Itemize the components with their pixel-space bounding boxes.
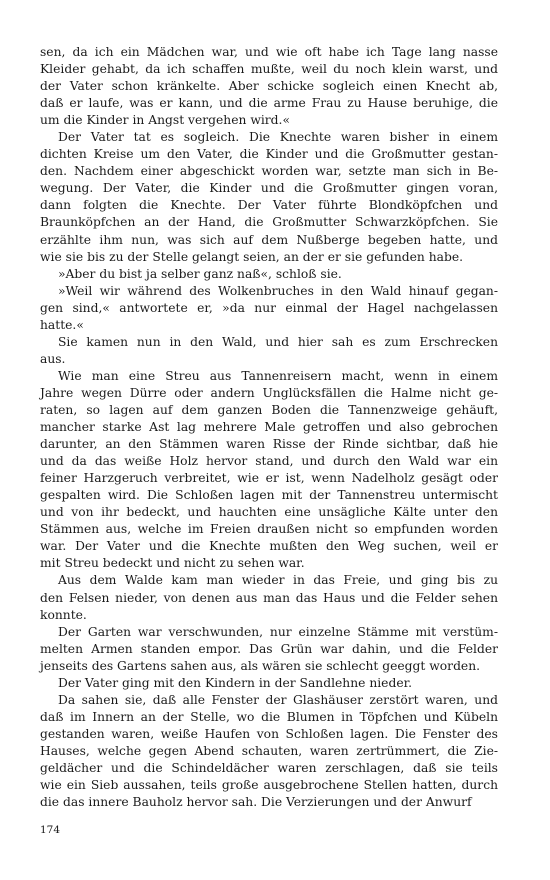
paragraph [40,572,498,623]
text-line: mit Streu bedeckt und nicht zu sehen war. [40,556,305,571]
text-line: Da sahen sie, daß alle Fenster der Glashäuser zerstört waren, und [58,692,498,707]
text-line: um die Kinder in Angst vergehen wird.« [40,113,290,128]
text-line: Braunköpfchen an der Hand, die Großmutter Schwarzköpfchen. Sie [40,215,498,230]
text-line: Der Vater tat es sogleich. Die Knechte waren bisher in einem [58,130,498,145]
paragraph [40,692,498,811]
text-line: daß im Innern an der Stelle, wo die Blumen in Töpfchen und Kübeln [40,709,498,724]
text-line: melten Armen standen empor. Das Grün war dahin, und die Felder [40,641,498,656]
text-line: dichten Kreise um den Vater, die Kinder und die Großmutter gestan- [40,147,498,162]
text-line: gen sind,« antwortete er, »da nur einmal der Hagel nachgelassen [40,300,498,315]
text-line: Wie man eine Streu aus Tannenreisern macht, wenn in einem [58,368,498,383]
text-line: und von ihr bedeckt, und hauchten eine unsägliche Kälte unter den [40,505,498,520]
text-line: darunter, an den Stämmen waren Risse der Rinde sichtbar, daß hie [40,437,498,452]
text-line: Sie kamen nun in den Wald, und hier sah es zum Erschrecken [58,334,498,349]
body-text [40,44,498,811]
text-line: sen, da ich ein Mädchen war, und wie oft habe ich Tage lang nasse [40,45,498,59]
text-line: hatte.« [40,317,84,332]
text-line: wegung. Der Vater, die Kinder und die Großmutter gingen voran, [40,181,498,196]
text-line: wie sie bis zu der Stelle gelangt seien, an der er sie gefunden habe. [40,249,464,264]
paragraph [40,334,498,368]
text-line: Aus dem Walde kam man wieder in das Freie, und ging bis zu [58,573,498,588]
text-line: war. Der Vater und die Knechte mußten den Weg suchen, weil er [40,539,498,554]
paragraph [40,129,498,265]
text-line: und da das weiße Holz hervor stand, und durch den Wald war ein [40,454,498,469]
text-line: wie ein Sieb aussahen, teils große ausgebrochene Stellen hatten, durch [40,778,498,793]
text-line: Der Garten war verschwunden, nur einzelne Stämme mit verstüm- [58,624,498,639]
text-line: die das innere Bauholz hervor sah. Die Verzierungen und der Anwurf [40,795,472,810]
text-line: geldächer und die Schindeldächer waren zerschlagen, daß sie teils [40,760,498,775]
text-line: feiner Harzgeruch verbreitet, wie er ist, wenn Nadelholz gesägt oder [40,471,498,486]
text-line: jenseits des Gartens sahen aus, als wären sie schlecht geeggt worden. [40,658,481,673]
text-line: Hauses, welche gegen Abend schauten, waren zertrümmert, die Zie- [40,743,498,758]
paragraph [40,624,498,675]
text-line: Stämmen aus, welche im Freien draußen nicht so empfunden worden [40,522,498,537]
text-line: »Aber du bist ja selber ganz naß«, schloß sie. [58,266,342,281]
text-line: gespalten wird. Die Schloßen lagen mit der Tannenstreu untermischt [40,488,498,503]
text-line: raten, so lagen auf dem ganzen Boden die Tannenzweige gehäuft, [40,402,498,417]
text-line: aus. [40,351,66,366]
paragraph [40,44,498,129]
paragraph [40,266,498,283]
text-line: daß er laufe, was er kann, und die arme Frau zu Hause beruhige, die [40,96,498,111]
text-line: dann folgten die Knechte. Der Vater führte Blondköpfchen und [40,198,498,213]
text-line: mancher starke Ast lag mehrere Male getroffen und also gebrochen [40,420,498,435]
paragraph [40,283,498,334]
text-line: den Felsen nieder, von denen aus man das Haus und die Felder sehen [40,590,498,605]
text-line: gestanden waren, weiße Haufen von Schloßen lagen. Die Fenster des [40,726,498,741]
paragraph [40,675,498,692]
text-line: der Vater schon kränkelte. Aber schicke sogleich einen Knecht ab, [40,79,498,94]
page-number: 174 [40,824,61,836]
paragraph [40,368,498,573]
text-line: konnte. [40,607,87,622]
text-line: Jahre wegen Dürre oder andern Unglücksfällen die Halme nicht ge- [40,385,498,400]
text-line: den. Nachdem einer abgeschickt worden war, setzte man sich in Be- [40,164,498,179]
text-line: Kleider gehabt, da ich schaffen mußte, weil du noch klein warst, und [40,62,498,77]
text-line: Der Vater ging mit den Kindern in der Sandlehne nieder. [58,675,413,690]
text-line: erzählte ihm nun, was sich auf dem Nußberge begeben hatte, und [40,232,498,247]
text-line: »Weil wir während des Wolkenbruches in den Wald hinauf gegan- [58,283,498,298]
